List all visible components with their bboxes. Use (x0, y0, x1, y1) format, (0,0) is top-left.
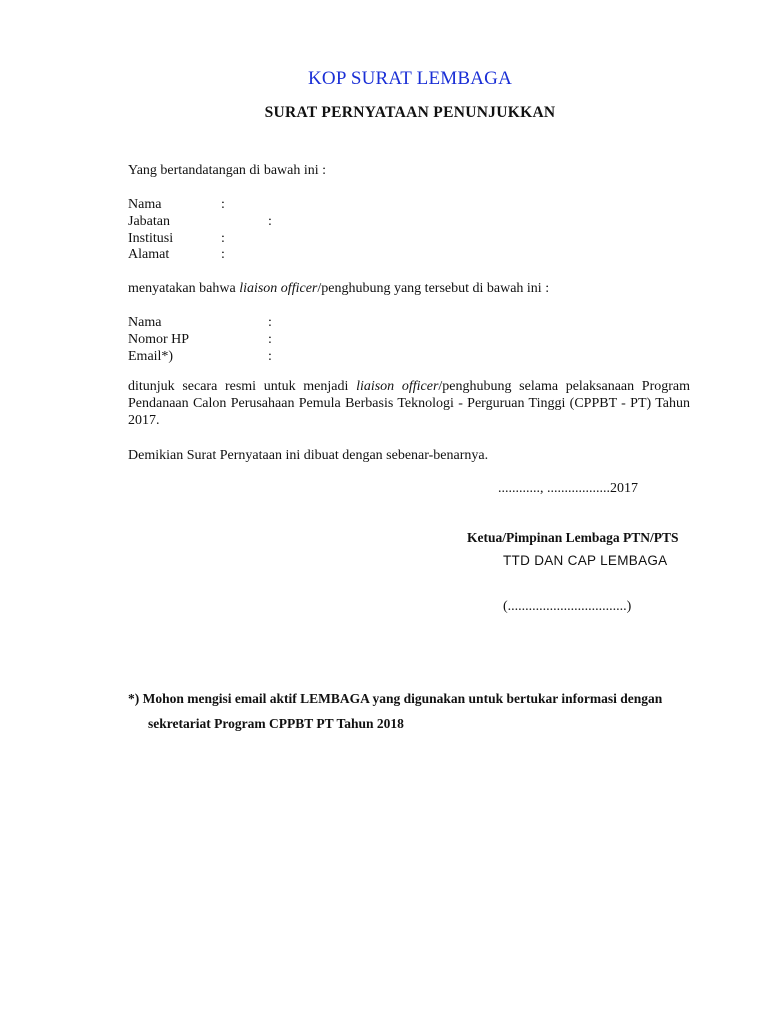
field-label-alamat: Alamat (128, 247, 170, 262)
statement-text-after: /penghubung yang tersebut di bawah ini : (317, 281, 550, 296)
field-colon: : (268, 315, 272, 330)
closing-text: Demikian Surat Pernyataan ini dibuat dengan sebenar-benarnya. (128, 448, 489, 463)
field-label-institusi: Institusi (128, 231, 174, 246)
field-colon: : (221, 231, 225, 246)
field-label-nama: Nama (128, 197, 162, 212)
signer-name-placeholder: (..................................) (503, 599, 632, 614)
field-colon: : (268, 214, 272, 229)
intro-text: Yang bertandatangan di bawah ini : (128, 163, 327, 178)
appointment-text-italic: liaison officer (356, 379, 439, 394)
signer-position: Ketua/Pimpinan Lembaga PTN/PTS (467, 530, 679, 545)
field-colon: : (268, 349, 272, 364)
date-line: ............, ..................2017 (498, 481, 638, 496)
field-label-nama-liaison: Nama (128, 315, 162, 330)
footnote-line-2: sekretariat Program CPPBT PT Tahun 2018 (148, 716, 404, 731)
appointment-text-after: /penghubung selama pelaksanaan Program Pendanaan Calon Perusahaan Pemula Berbasis Teknologi - Perguruan Tinggi (CPPBT - PT) Tahun 2017. (128, 379, 691, 428)
document-title: SURAT PERNYATAAN PENUNJUKKAN (264, 104, 556, 121)
letterhead-title: KOP SURAT LEMBAGA (308, 68, 512, 89)
field-colon: : (221, 197, 225, 212)
appointment-paragraph (128, 378, 690, 429)
field-colon: : (268, 332, 272, 347)
statement-text-before: menyatakan bahwa (128, 281, 240, 296)
field-label-jabatan: Jabatan (128, 214, 170, 229)
field-colon: : (221, 247, 225, 262)
field-label-nomor-hp: Nomor HP (128, 332, 190, 347)
statement-text-italic: liaison officer (239, 281, 318, 296)
statement-text (128, 280, 549, 297)
field-label-email: Email*) (128, 349, 174, 364)
appointment-text-before: ditunjuk secara resmi untuk menjadi (128, 379, 357, 394)
signature-stamp-label: TTD DAN CAP LEMBAGA (503, 553, 668, 568)
footnote-line-1: *) Mohon mengisi email aktif LEMBAGA yang digunakan untuk bertukar informasi dengan (128, 691, 663, 706)
